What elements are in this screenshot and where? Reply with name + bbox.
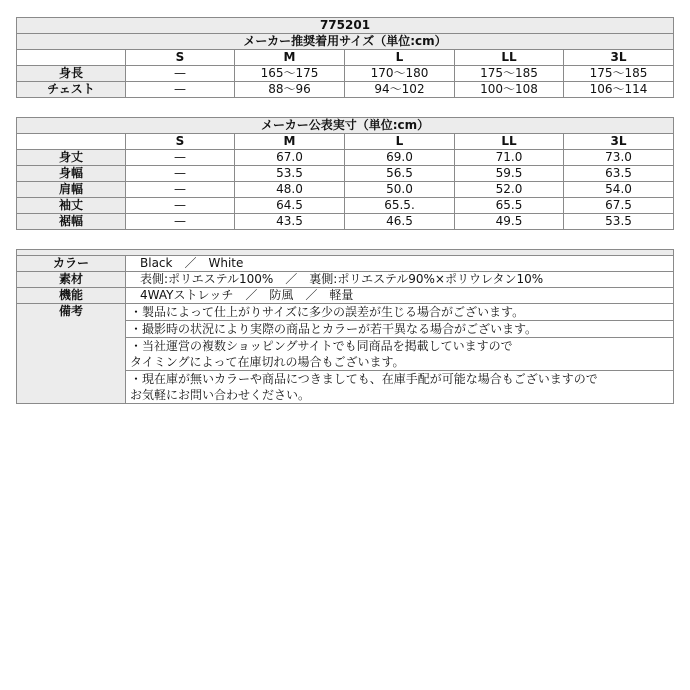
table-cell: 165～175 [235, 66, 345, 82]
table-cell: 48.0 [235, 182, 345, 198]
table-row [17, 214, 674, 230]
product-details-table [16, 249, 674, 404]
table-cell: 67.0 [235, 150, 345, 166]
row-label: チェスト [17, 82, 126, 98]
row-label: 身長 [17, 66, 126, 82]
table-cell: 64.5 [235, 198, 345, 214]
table-cell: — [126, 166, 235, 182]
table-cell: 53.5 [564, 214, 674, 230]
note-row [17, 304, 674, 321]
recommended-title: メーカー推奨着用サイズ（単位:cm） [17, 34, 674, 50]
table-cell: 175～185 [455, 66, 564, 82]
table-cell: — [126, 182, 235, 198]
size-header: S [126, 50, 235, 66]
table-cell: 106～114 [564, 82, 674, 98]
row-label: 肩幅 [17, 182, 126, 198]
table-cell: 46.5 [345, 214, 455, 230]
table-cell: 56.5 [345, 166, 455, 182]
table-cell: — [126, 150, 235, 166]
table-cell: 49.5 [455, 214, 564, 230]
material-label: 素材 [17, 272, 126, 288]
row-label: 身幅 [17, 166, 126, 182]
product-code: 775201 [17, 18, 674, 34]
product-code-row [17, 18, 674, 34]
table-row [17, 198, 674, 214]
size-header: S [126, 134, 235, 150]
table-cell: 50.0 [345, 182, 455, 198]
table-cell: 53.5 [235, 166, 345, 182]
material-row [17, 272, 674, 288]
note-text: ・撮影時の状況により実際の商品とカラーが若干異なる場合がございます。 [126, 321, 674, 338]
corner-cell [17, 134, 126, 150]
table-cell: — [126, 198, 235, 214]
table-cell: 67.5 [564, 198, 674, 214]
table-row [17, 82, 674, 98]
note-text: ・製品によって仕上がりサイズに多少の誤差が生じる場合がございます。 [126, 304, 674, 321]
notes-label: 備考 [17, 304, 126, 404]
note-text: ・当社運営の複数ショッピングサイトでも同商品を掲載していますので タイミングによって在庫切れの場合もございます。 [126, 338, 674, 371]
table-cell: 71.0 [455, 150, 564, 166]
table-cell: 63.5 [564, 166, 674, 182]
table-cell: 43.5 [235, 214, 345, 230]
color-label: カラー [17, 256, 126, 272]
table-cell: 175～185 [564, 66, 674, 82]
note-text: ・現在庫が無いカラーや商品につきましても、在庫手配が可能な場合もございますので お気軽にお問い合わせください。 [126, 371, 674, 404]
table-cell: 52.0 [455, 182, 564, 198]
table-cell: — [126, 82, 235, 98]
table-row [17, 166, 674, 182]
recommended-size-table [16, 17, 674, 98]
size-header-row [17, 50, 674, 66]
color-row [17, 256, 674, 272]
table-cell: — [126, 214, 235, 230]
size-header: M [235, 50, 345, 66]
table-row [17, 66, 674, 82]
table-cell: 54.0 [564, 182, 674, 198]
function-value: 4WAYストレッチ ／ 防風 ／ 軽量 [126, 288, 674, 304]
table-cell: 170～180 [345, 66, 455, 82]
color-value: Black ／ White [126, 256, 674, 272]
corner-cell [17, 50, 126, 66]
table-cell: 88～96 [235, 82, 345, 98]
table-cell: 94～102 [345, 82, 455, 98]
table-row [17, 150, 674, 166]
row-label: 身丈 [17, 150, 126, 166]
table-cell: 65.5 [455, 198, 564, 214]
size-header-row [17, 134, 674, 150]
measured-title-row [17, 118, 674, 134]
recommended-title-row [17, 34, 674, 50]
function-label: 機能 [17, 288, 126, 304]
table-cell: 100～108 [455, 82, 564, 98]
size-header: 3L [564, 50, 674, 66]
table-row [17, 182, 674, 198]
table-cell: 69.0 [345, 150, 455, 166]
row-label: 裾幅 [17, 214, 126, 230]
size-header: 3L [564, 134, 674, 150]
row-label: 袖丈 [17, 198, 126, 214]
size-header: L [345, 134, 455, 150]
table-cell: 59.5 [455, 166, 564, 182]
measured-size-table [16, 117, 674, 230]
table-cell: — [126, 66, 235, 82]
measured-title: メーカー公表実寸（単位:cm） [17, 118, 674, 134]
size-header: M [235, 134, 345, 150]
material-value: 表側:ポリエステル100% ／ 裏側:ポリエステル90%×ポリウレタン10% [126, 272, 674, 288]
table-cell: 73.0 [564, 150, 674, 166]
function-row [17, 288, 674, 304]
size-header: LL [455, 134, 564, 150]
table-cell: 65.5. [345, 198, 455, 214]
size-header: LL [455, 50, 564, 66]
size-header: L [345, 50, 455, 66]
